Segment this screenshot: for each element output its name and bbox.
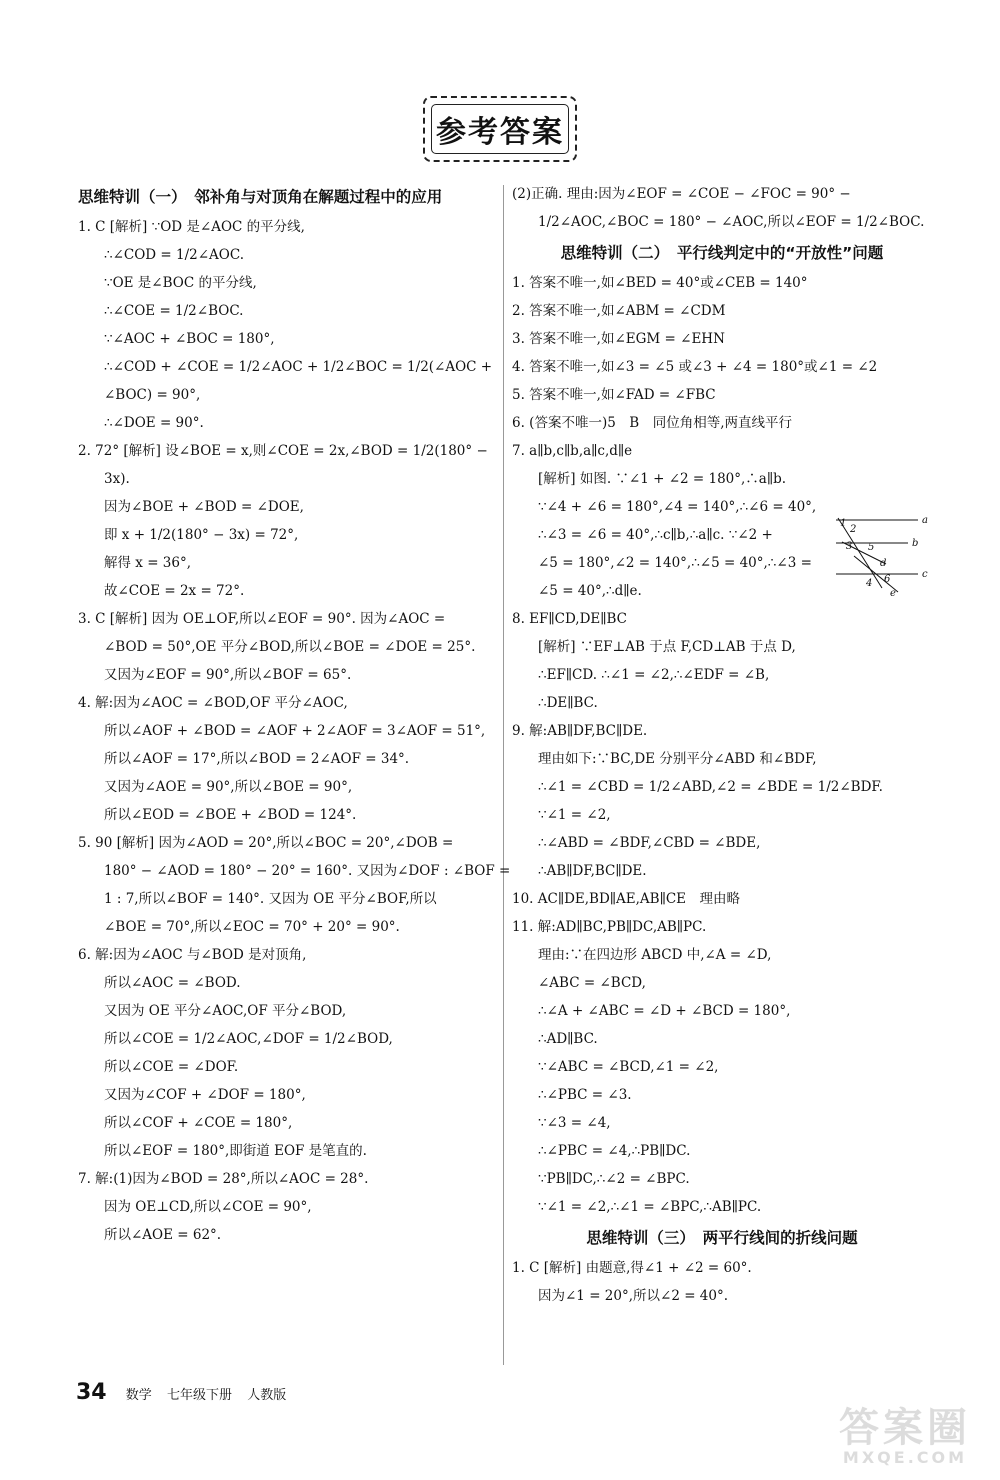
right-column	[512, 180, 932, 1310]
right-continued-lines	[512, 180, 932, 236]
answer-line: 因为∠BOE + ∠BOD = ∠DOE,	[104, 499, 304, 515]
figure-label: d	[880, 558, 887, 569]
section-heading-3: 思维特训（三） 两平行线间的折线问题	[586, 1229, 858, 1247]
answer-line: 1. C [解析] ∵OD 是∠AOC 的平分线,	[78, 219, 305, 235]
answer-line: 理由如下:∵BC,DE 分别平分∠ABD 和∠BDF,	[538, 751, 817, 767]
answer-line: 9. 解:AB∥DF,BC∥DE.	[512, 723, 648, 739]
footer-edition: 人教版	[247, 1388, 287, 1403]
answer-line: 2. 答案不唯一,如∠ABM = ∠CDM	[512, 303, 726, 319]
answer-line: ∴∠COD = 1/2∠AOC.	[104, 247, 245, 263]
answer-line: 所以∠COF + ∠COE = 180°,	[104, 1115, 293, 1131]
page-number: 34	[76, 1380, 107, 1405]
answer-line: 所以∠EOF = 180°,即街道 EOF 是笔直的.	[104, 1143, 367, 1159]
answer-line: 所以∠EOD = ∠BOE + ∠BOD = 124°.	[104, 807, 357, 823]
answer-line: ∴∠COD + ∠COE = 1/2∠AOC + 1/2∠BOC = 1/2(∠AOC +	[104, 359, 493, 375]
answer-line: ∵∠1 = ∠2,∴∠1 = ∠BPC,∴AB∥PC.	[538, 1199, 762, 1215]
answer-line: ∴∠DOE = 90°.	[104, 415, 204, 431]
answer-line: 解得 x = 36°,	[104, 555, 192, 571]
page-title: 参考答案	[431, 104, 569, 154]
answer-line: 1 : 7,所以∠BOF = 140°. 又因为 OE 平分∠BOF,所以	[104, 891, 437, 907]
answer-line: 因为∠1 = 20°,所以∠2 = 40°.	[538, 1288, 729, 1304]
answer-line: ∵∠ABC = ∠BCD,∠1 = ∠2,	[538, 1059, 719, 1075]
answer-line: 1/2∠AOC,∠BOC = 180° − ∠AOC,所以∠EOF = 1/2∠BOC.	[538, 214, 925, 230]
answer-line: ∠BOD = 50°,OE 平分∠BOD,所以∠BOE = ∠DOE = 25°.	[104, 639, 476, 655]
title-box	[423, 96, 577, 162]
parallel-lines-figure	[836, 512, 936, 598]
answer-line: ∵OE 是∠BOC 的平分线,	[104, 275, 257, 291]
figure-label: 2	[850, 524, 857, 535]
answer-line: (2)正确. 理由:因为∠EOF = ∠COE − ∠FOC = 90° −	[512, 186, 851, 202]
answer-line: 所以∠COE = ∠DOF.	[104, 1059, 239, 1075]
answer-line: 3. C [解析] 因为 OE⊥OF,所以∠EOF = 90°. 因为∠AOC =	[78, 611, 446, 627]
answer-line: ∵∠AOC + ∠BOC = 180°,	[104, 331, 275, 347]
answer-line: ∠ABC = ∠BCD,	[538, 975, 646, 991]
answer-line: 1. 答案不唯一,如∠BED = 40°或∠CEB = 140°	[512, 275, 808, 291]
answer-line: ∴∠1 = ∠CBD = 1/2∠ABD,∠2 = ∠BDE = 1/2∠BDF.	[538, 779, 883, 795]
figure-label: c	[922, 569, 928, 580]
answer-line: 理由:∵在四边形 ABCD 中,∠A = ∠D,	[538, 947, 772, 963]
answer-line: 4. 答案不唯一,如∠3 = ∠5 或∠3 + ∠4 = 180°或∠1 = ∠2	[512, 359, 878, 375]
figure-label: 3	[846, 541, 853, 552]
answer-line: ∴AD∥BC.	[538, 1031, 598, 1047]
footer-subject: 数学	[125, 1388, 152, 1403]
page-footer	[76, 1380, 286, 1405]
section-2-answer-lines	[512, 269, 932, 1221]
answer-line: 5. 90 [解析] 因为∠AOD = 20°,所以∠BOC = 20°,∠DOB =	[78, 835, 454, 851]
answer-line: 所以∠AOE = 62°.	[104, 1227, 222, 1243]
answer-line: 又因为∠COF + ∠DOF = 180°,	[104, 1087, 306, 1103]
answer-line: 6. 解:因为∠AOC 与∠BOD 是对顶角,	[78, 947, 307, 963]
answer-line: 7. 解:(1)因为∠BOD = 28°,所以∠AOC = 28°.	[78, 1171, 369, 1187]
answer-line: 所以∠AOF + ∠BOD = ∠AOF + 2∠AOF = 3∠AOF = 51°,	[104, 723, 486, 739]
watermark-line-2: MXQE.COM	[842, 1448, 968, 1467]
answer-line: ∴∠3 = ∠6 = 40°,∴c∥b,∴a∥c. ∵∠2 +	[538, 527, 773, 543]
answer-line: ∴AB∥DF,BC∥DE.	[538, 863, 647, 879]
section-3-answer-lines	[512, 1254, 932, 1310]
answer-line: 2. 72° [解析] 设∠BOE = x,则∠COE = 2x,∠BOD = 1/2(180° −	[78, 443, 488, 459]
answer-line: ∴∠COE = 1/2∠BOC.	[104, 303, 244, 319]
answer-line: 4. 解:因为∠AOC = ∠BOD,OF 平分∠AOC,	[78, 695, 348, 711]
answer-line: ∠BOE = 70°,所以∠EOC = 70° + 20° = 90°.	[104, 919, 400, 935]
answer-line: ∴∠PBC = ∠3.	[538, 1087, 632, 1103]
answer-line: [解析] 如图. ∵∠1 + ∠2 = 180°,∴a∥b.	[538, 471, 787, 487]
answer-line: 因为 OE⊥CD,所以∠COE = 90°,	[104, 1199, 312, 1215]
column-divider	[503, 185, 504, 1365]
answer-line: ∴∠PBC = ∠4,∴PB∥DC.	[538, 1143, 691, 1159]
answer-line: 6. (答案不唯一)5 B 同位角相等,两直线平行	[512, 415, 793, 431]
answer-line: ∵∠3 = ∠4,	[538, 1115, 611, 1131]
left-column	[78, 180, 511, 1249]
answer-line: 所以∠COE = 1/2∠AOC,∠DOF = 1/2∠BOD,	[104, 1031, 393, 1047]
figure-label: 5	[868, 542, 875, 553]
answer-line: 1. C [解析] 由题意,得∠1 + ∠2 = 60°.	[512, 1260, 752, 1276]
answer-line: [解析] ∵EF⊥AB 于点 F,CD⊥AB 于点 D,	[538, 639, 796, 655]
figure-label: a	[922, 515, 928, 526]
answer-line: 又因为∠AOE = 90°,所以∠BOE = 90°,	[104, 779, 353, 795]
section-heading-2: 思维特训（二） 平行线判定中的“开放性”问题	[560, 244, 884, 262]
watermark-line-1: 答案圈	[839, 1405, 971, 1451]
answer-line: 180° − ∠AOD = 180° − 20° = 160°. 又因为∠DOF : ∠BOF =	[104, 863, 511, 879]
answer-line: ∵PB∥DC,∴∠2 = ∠BPC.	[538, 1171, 690, 1187]
figure-label: 4	[866, 578, 873, 589]
answer-line: ∴EF∥CD. ∴∠1 = ∠2,∴∠EDF = ∠B,	[538, 667, 770, 683]
answer-line: 8. EF∥CD,DE∥BC	[512, 611, 628, 627]
answer-line: 又因为 OE 平分∠AOC,OF 平分∠BOD,	[104, 1003, 347, 1019]
answer-line: 10. AC∥DE,BD∥AE,AB∥CE 理由略	[512, 891, 741, 907]
left-answer-lines	[78, 213, 511, 1249]
answer-line: 即 x + 1/2(180° − 3x) = 72°,	[104, 527, 299, 543]
answer-line: 5. 答案不唯一,如∠FAD = ∠FBC	[512, 387, 716, 403]
figure-label: 1	[840, 518, 847, 529]
answer-line: 3. 答案不唯一,如∠EGM = ∠EHN	[512, 331, 725, 347]
section-heading-1: 思维特训（一） 邻补角与对顶角在解题过程中的应用	[78, 188, 443, 206]
footer-grade: 七年级下册	[167, 1388, 233, 1403]
figure-label: b	[912, 538, 919, 549]
answer-line: ∴∠ABD = ∠BDF,∠CBD = ∠BDE,	[538, 835, 761, 851]
answer-line: 所以∠AOC = ∠BOD.	[104, 975, 241, 991]
answer-line: ∠5 = 180°,∠2 = 140°,∴∠5 = 40°,∴∠3 =	[538, 555, 812, 571]
answer-line: 11. 解:AD∥BC,PB∥DC,AB∥PC.	[512, 919, 707, 935]
figure-label: 6	[884, 574, 891, 585]
answer-line: ∴∠A + ∠ABC = ∠D + ∠BCD = 180°,	[538, 1003, 791, 1019]
answer-line: 故∠COE = 2x = 72°.	[104, 583, 245, 599]
answer-line: 3x).	[104, 471, 130, 487]
answer-line: 又因为∠EOF = 90°,所以∠BOF = 65°.	[104, 667, 352, 683]
answer-line: ∠5 = 40°,∴d∥e.	[538, 583, 642, 599]
answer-line: ∠BOC) = 90°,	[104, 387, 201, 403]
figure-label: e	[890, 588, 896, 598]
watermark	[830, 1405, 980, 1468]
answer-line: ∵∠4 + ∠6 = 180°,∠4 = 140°,∴∠6 = 40°,	[538, 499, 817, 515]
answer-line: ∴DE∥BC.	[538, 695, 598, 711]
answer-line: 所以∠AOF = 17°,所以∠BOD = 2∠AOF = 34°.	[104, 751, 410, 767]
answer-line: ∵∠1 = ∠2,	[538, 807, 611, 823]
answer-line: 7. a∥b,c∥b,a∥c,d∥e	[512, 443, 633, 459]
